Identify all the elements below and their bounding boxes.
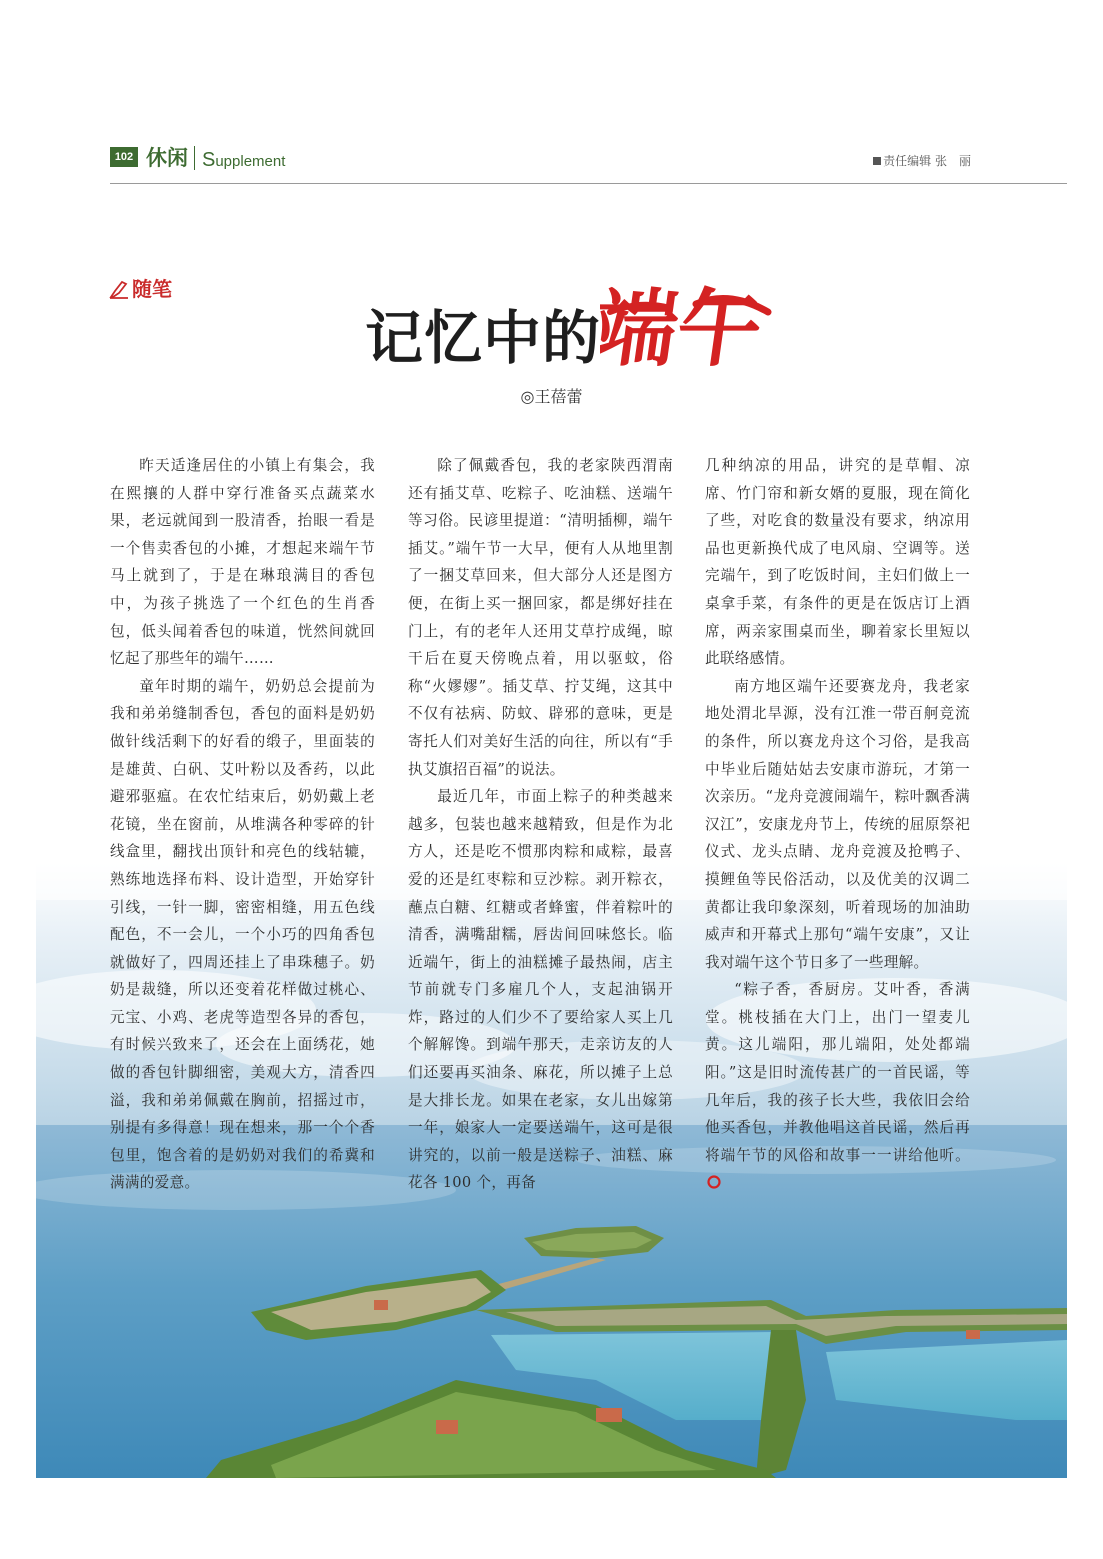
paragraph: 南方地区端午还要赛龙舟，我老家地处渭北旱源，没有江淮一带百舸竞流的条件，所以赛龙舟这个习俗，是我高中毕业后随姑姑去安康市游玩，才第一次亲历。“龙舟竞渡闹端午，粽叶飘香满汉江”，安康龙舟节上，传统的屈原祭祀仪式、龙头点睛、龙舟竞渡及抢鸭子、摸鲤鱼等民俗活动，以及优美的汉调二黄都让我印象深刻，听着现场的加油助威声和开幕式上那句“端午安康”，又让我对端午这个节日多了一些理解。 bbox=[705, 677, 970, 971]
paragraph: 童年时期的端午，奶奶总会提前为我和弟弟缝制香包，香包的面料是奶奶做针线活剩下的好看的缎子，里面装的是雄黄、白矾、艾叶粉以及香药，以此避邪驱瘟。在农忙结束后，奶奶戴上老花镜，坐在窗前，从堆满各种零碎的针线盒里，翻找出顶针和亮色的线轱辘，熟练地选择布料、设计造型，开始穿针引线，一针一脚，密密相缝，用五色线配色，不一会儿，一个小巧的四角香包就做好了，四周还挂上了串珠穗子。奶奶是裁缝，所以还变着花样做过桃心、元宝、小鸡、老虎等造型各异的香包，有时候兴致来了，还会在上面绣花，她做的香包针脚细密，美观大方，清香四溢，我和弟弟佩戴在胸前，招摇过市，别提有多得意！现在想来，那一个个香包里，饱含着的是奶奶对我们的希冀和满满的爱意。 bbox=[110, 677, 375, 1192]
editor-credit: 责任编辑 张 丽 bbox=[873, 151, 971, 171]
paragraph: 几种纳凉的用品，讲究的是草帽、凉席、竹门帘和新女婿的夏服，现在简化了些，对吃食的数量没有要求，纳凉用品也更新换代成了电风扇、空调等。送完端午，到了吃饭时间，主妇们做上一桌拿手菜，有条件的更是在饭店订上酒席，两亲家围桌而坐，聊着家长里短以此联络感情。 bbox=[705, 457, 970, 668]
paragraph: “粽子香，香厨房。艾叶香，香满堂。桃枝插在大门上，出门一望麦儿黄。这儿端阳，那儿端阳，处处都端阳。”这是旧时流传甚广的一首民谣，等几年后，我的孩子长大些，我依旧会给他买香包，并教他唱这首民谣，然后再将端午节的风俗和故事一一讲给他听。 bbox=[705, 976, 970, 1197]
column-tag: 随笔 bbox=[108, 276, 172, 302]
article-column-2 bbox=[408, 452, 673, 1197]
page-number: 102 bbox=[110, 147, 138, 167]
end-mark-icon bbox=[707, 1175, 721, 1189]
article-column-1 bbox=[110, 452, 375, 1197]
paragraph: 昨天适逢居住的小镇上有集会，我在熙攘的人群中穿行准备买点蔬菜水果，老远就闻到一股清香，抬眼一看是一个售卖香包的小摊，才想起来端午节马上就到了，于是在琳琅满目的香包中，为孩子挑选了一个红色的生肖香包，低头闻着香包的味道，恍然间就回忆起了那些年的端午…… bbox=[110, 457, 375, 668]
paragraph: 除了佩戴香包，我的老家陕西渭南还有插艾草、吃粽子、吃油糕、送端午等习俗。民谚里提道：“清明插柳，端午插艾。”端午节一大早，便有人从地里割了一捆艾草回来，但大部分人还是图方便，在街上买一捆回家，都是绑好挂在门上，有的老年人还用艾草拧成绳，晾干后在夏天傍晚点着，用以驱蚊，俗称“火嫪嫪”。插艾草、拧艾绳，这其中不仅有祛病、防蚊、辟邪的意味，更是寄托人们对美好生活的向往，所以有“手执艾旗招百福”的说法。 bbox=[408, 457, 673, 778]
article-title: 记忆中的 bbox=[365, 304, 602, 372]
calligraphy-text: 端午 bbox=[600, 282, 769, 378]
paragraph: 最近几年，市面上粽子的种类越来越多，包装也越来越精致，但是作为北方人，还是吃不惯那肉粽和咸粽，最喜爱的还是红枣粽和豆沙粽。剥开粽衣，蘸点白糖、红糖或者蜂蜜，伴着粽叶的清香，满嘴甜糯，唇齿间回味悠长。临近端午，街上的油糕摊子最热闹，店主节前就专门多雇几个人，支起油锅开炸，路过的人们少不了要给家人买上几个解解馋。到端午那天，走亲访友的人们还要再买油条、麻花，所以摊子上总是大排长龙。如果在老家，女儿出嫁第一年，娘家人一定要送端午，这可是很讲究的，以前一般是送粽子、油糕、麻花各 100 个，再备 bbox=[408, 788, 673, 1192]
section-title-en: Supplement bbox=[202, 149, 286, 171]
author-byline: ◎王蓓蕾 bbox=[520, 387, 583, 406]
section-title-cn: 休闲 bbox=[146, 146, 188, 170]
article-column-3 bbox=[705, 452, 970, 1197]
